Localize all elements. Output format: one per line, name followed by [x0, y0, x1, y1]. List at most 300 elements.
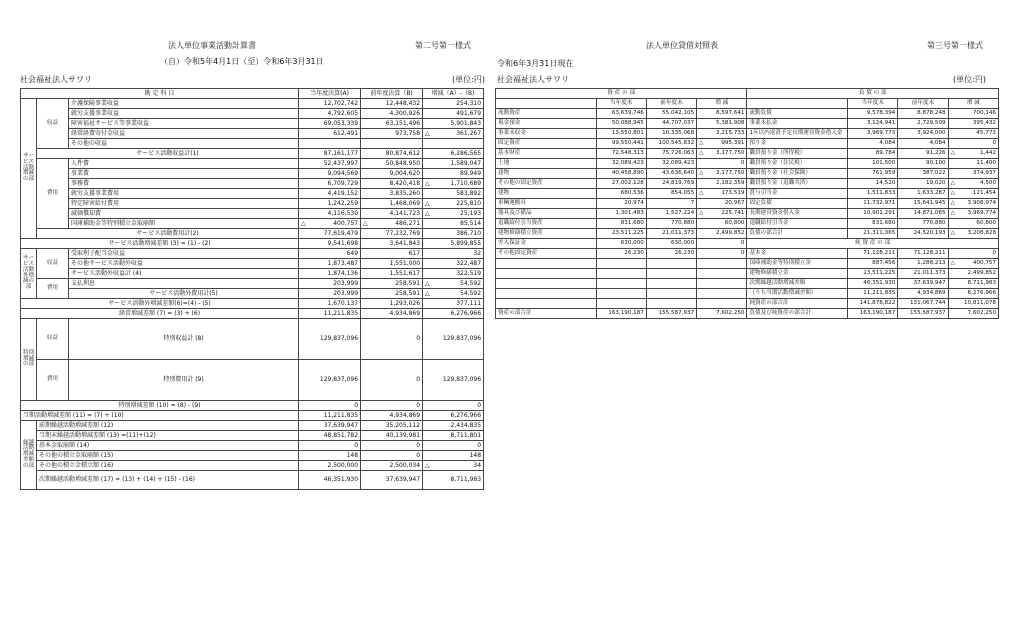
- account-label: 受取利子配当金収益: [69, 249, 299, 259]
- section-special: 特別増減の部: [21, 319, 37, 401]
- change-amount: 0: [697, 159, 747, 169]
- current-year-amount: 1,511,833: [848, 189, 898, 199]
- prior-year-amount: 7: [646, 199, 696, 209]
- liab-net-total-label: 負債及び純資産の部合計: [747, 309, 848, 319]
- table-row: [496, 289, 999, 299]
- amount-value: 225,741: [721, 209, 745, 216]
- change-amount: 0: [697, 239, 747, 249]
- prior-year-amount: 155,587,937: [646, 309, 696, 319]
- liability-label: 固定負債: [747, 199, 848, 209]
- amount-value: 225,810: [456, 199, 482, 207]
- prior-year-amount: 2,500,034: [361, 461, 423, 471]
- current-year-amount: 12,702,742: [299, 99, 361, 109]
- current-year-amount: 11,211,835: [299, 411, 361, 421]
- asset-total-label: 資産の部合計: [496, 309, 597, 319]
- account-label: 経常経費寄付金収益: [69, 129, 299, 139]
- table-row: [21, 431, 484, 441]
- table-row: [21, 209, 484, 219]
- prior-year-amount: 3,641,843: [361, 239, 423, 249]
- blank-cell: [646, 279, 696, 289]
- table-row: [21, 169, 484, 179]
- change-amount: 0: [697, 249, 747, 259]
- change-amount: 1,589,047: [423, 159, 484, 169]
- prior-year-amount: 131,067,744: [898, 299, 948, 309]
- current-year-amount: 761,959: [848, 169, 898, 179]
- change-amount: 6,286,565: [423, 149, 484, 159]
- prior-year-amount: 44,707,037: [646, 119, 696, 129]
- current-year-amount: 630,000: [596, 239, 646, 249]
- assets-header: 資 産 の 部: [496, 89, 747, 99]
- amount-value: 3,177,750: [715, 169, 745, 176]
- table-row: [21, 309, 484, 319]
- org-name-left: 社会福祉法人サワリ: [20, 75, 92, 84]
- liability-label: 次期繰越活動増減差額: [747, 279, 848, 289]
- blank-cell: [496, 289, 597, 299]
- prior-year-amount: 15,641,945: [898, 199, 948, 209]
- negative-mark: △: [950, 229, 955, 236]
- account-label: 減価償却費: [69, 209, 299, 219]
- change-amount: 374,937: [948, 169, 998, 179]
- group-income: 収益: [37, 99, 69, 149]
- group-expense: 費用: [37, 159, 69, 229]
- balance-form-number: 第三号第一様式: [927, 41, 983, 50]
- balance-sheet-table: [495, 88, 999, 319]
- prior-year-amount: 630,000: [646, 239, 696, 249]
- group-income: 収益: [37, 249, 69, 279]
- asset-label: 事業未収金: [496, 129, 597, 139]
- change-amount: 129,837,096: [423, 360, 484, 401]
- amount-value: 400,757: [972, 259, 996, 266]
- subtotal-label: 特別費用計 (9): [69, 360, 299, 401]
- col-header: 当年度末: [848, 99, 898, 109]
- prior-year-amount: 19,020: [898, 179, 948, 189]
- blank-cell: [646, 299, 696, 309]
- liability-label: 職員預り金（退職共済）: [747, 179, 848, 189]
- liability-label: 純資産の部合計: [747, 299, 848, 309]
- current-year-amount: 1,670,137: [299, 299, 361, 309]
- table-row: [496, 189, 999, 199]
- current-year-amount: 3,969,773: [848, 129, 898, 139]
- prior-year-amount: 24,819,769: [646, 179, 696, 189]
- col-header: 当年度末: [596, 99, 646, 109]
- negative-mark: △: [699, 209, 704, 216]
- change-amount: [948, 179, 998, 189]
- table-row: [496, 129, 999, 139]
- prior-year-amount: 973,758: [361, 129, 423, 139]
- negative-mark: △: [699, 139, 704, 146]
- prior-year-amount: 40,139,981: [361, 431, 423, 441]
- current-year-amount: 0: [299, 401, 361, 411]
- change-amount: 11,400: [948, 159, 998, 169]
- change-amount: 6,276,966: [423, 411, 484, 421]
- blank-cell: [697, 299, 747, 309]
- activity-statement-table: [20, 88, 484, 490]
- prior-year-amount: 1,468,069: [361, 199, 423, 209]
- negative-mark: △: [425, 199, 430, 207]
- table-row: [496, 259, 999, 269]
- amount-value: 4,500: [979, 179, 996, 186]
- current-year-amount: 23,511,225: [596, 229, 646, 239]
- change-amount: 45,773: [948, 129, 998, 139]
- change-amount: [423, 289, 484, 299]
- prior-year-amount: 12,448,432: [361, 99, 423, 109]
- prior-year-amount: 0: [361, 360, 423, 401]
- blank-cell: [596, 279, 646, 289]
- negative-mark: △: [699, 189, 704, 196]
- prior-year-amount: 26,230: [646, 249, 696, 259]
- current-year-amount: 69,053,339: [299, 119, 361, 129]
- current-year-amount: 649: [299, 249, 361, 259]
- prior-year-amount: 43,636,640: [646, 169, 696, 179]
- change-amount: [423, 209, 484, 219]
- table-row: [496, 269, 999, 279]
- amount-value: 486,271: [395, 219, 421, 227]
- table-row: [496, 229, 999, 239]
- negative-mark: △: [363, 219, 368, 227]
- current-year-amount: 89,784: [848, 149, 898, 159]
- current-year-amount: 1,874,136: [299, 269, 361, 279]
- asset-label: 差入保証金: [496, 239, 597, 249]
- amount-value: 3,208,828: [967, 229, 996, 236]
- table-row: [496, 279, 999, 289]
- account-label: 前期繰越活動増減差額 (12): [37, 421, 299, 431]
- current-year-amount: 3,124,941: [848, 119, 898, 129]
- change-amount: 0: [948, 249, 998, 259]
- liability-label: 職員預り金（社会保険）: [747, 169, 848, 179]
- amount-value: 121,454: [972, 189, 996, 196]
- negative-mark: △: [425, 209, 430, 217]
- table-row: [21, 401, 484, 411]
- prior-year-amount: [361, 219, 423, 229]
- table-row: [496, 309, 999, 319]
- change-amount: [697, 189, 747, 199]
- blank-cell: [596, 289, 646, 299]
- amount-value: 361,267: [456, 129, 482, 137]
- current-year-amount: 4,116,530: [299, 209, 361, 219]
- change-amount: 129,837,096: [423, 319, 484, 360]
- current-year-amount: 23,511,225: [848, 269, 898, 279]
- table-row: [496, 179, 999, 189]
- table-row: [21, 159, 484, 169]
- header-change: 増減（A）-（B): [423, 89, 484, 99]
- table-row: [496, 209, 999, 219]
- difference-label: サービス活動増減差額 (3) = (1) - (2): [21, 239, 299, 249]
- prior-year-amount: 50,848,950: [361, 159, 423, 169]
- col-header: 増 減: [697, 99, 747, 109]
- change-amount: [423, 461, 484, 471]
- org-name-right: 社会福祉法人サワリ: [497, 75, 569, 84]
- amount-value: 25,193: [460, 209, 482, 217]
- negative-mark: △: [699, 149, 704, 156]
- current-year-amount: 2,500,000: [299, 461, 361, 471]
- change-amount: [423, 199, 484, 209]
- change-amount: 377,111: [423, 299, 484, 309]
- blank-cell: [697, 259, 747, 269]
- table-row: [21, 199, 484, 209]
- prior-year-amount: 3,835,260: [361, 189, 423, 199]
- group-expense: 費用: [37, 360, 69, 401]
- account-label: 国庫補助金等特別積立金取崩額: [69, 219, 299, 229]
- blank-cell: [747, 99, 848, 109]
- prior-year-amount: 617: [361, 249, 423, 259]
- current-year-amount: 46,351,930: [299, 471, 361, 490]
- header-prior: 前年度決算（B): [361, 89, 423, 99]
- section-service: サービス活動増減の部: [21, 99, 37, 239]
- current-year-amount: [299, 139, 361, 149]
- prior-year-amount: 21,011,373: [898, 269, 948, 279]
- table-row: [496, 299, 999, 309]
- table-row: [21, 129, 484, 139]
- change-amount: [423, 179, 484, 189]
- prior-year-amount: 258,591: [361, 289, 423, 299]
- negative-mark: △: [425, 279, 430, 287]
- negative-mark: △: [425, 179, 430, 187]
- table-row: [496, 219, 999, 229]
- change-amount: 386,710: [423, 229, 484, 239]
- current-year-amount: 9,541,698: [299, 239, 361, 249]
- prior-year-amount: 4,300,926: [361, 109, 423, 119]
- header-account: 勘 定 科 目: [21, 89, 299, 99]
- group-income: 収益: [37, 319, 69, 360]
- change-amount: 20,967: [697, 199, 747, 209]
- table-row: [21, 441, 484, 451]
- change-amount: 0: [948, 139, 998, 149]
- change-amount: [423, 279, 484, 289]
- change-amount: 2,434,835: [423, 421, 484, 431]
- prior-year-amount: 0: [361, 319, 423, 360]
- prior-year-amount: 55,042,105: [646, 109, 696, 119]
- liability-label: 国庫補助金等特別積立金: [747, 259, 848, 269]
- account-label: 次期繰越活動増減差額 (17) = (13) + (14) + (15) - (16): [37, 471, 299, 490]
- current-year-amount: 20,974: [596, 199, 646, 209]
- prior-year-amount: 4,934,869: [361, 411, 423, 421]
- account-label: 就労支援事業収益: [69, 109, 299, 119]
- table-row: [21, 319, 484, 360]
- prior-year-amount: 4,141,723: [361, 209, 423, 219]
- prior-year-amount: 71,128,211: [898, 249, 948, 259]
- blank-cell: [496, 259, 597, 269]
- liability-label: 職員預り金（住民税）: [747, 159, 848, 169]
- current-year-amount: 99,550,441: [596, 139, 646, 149]
- current-year-amount: 71,128,211: [848, 249, 898, 259]
- table-row: [21, 139, 484, 149]
- liability-label: 基本金: [747, 249, 848, 259]
- current-year-amount: 203,999: [299, 289, 361, 299]
- negative-mark: △: [425, 129, 430, 137]
- current-year-amount: 4,792,605: [299, 109, 361, 119]
- change-amount: 8,711,983: [948, 279, 998, 289]
- asset-label: 固定資産: [496, 139, 597, 149]
- current-year-amount: 87,161,177: [299, 149, 361, 159]
- liability-label: 流動負債: [747, 109, 848, 119]
- change-amount: 5,899,855: [423, 239, 484, 249]
- table-row: [496, 239, 999, 249]
- change-amount: 395,432: [948, 119, 998, 129]
- current-year-amount: 612,491: [299, 129, 361, 139]
- change-amount: [948, 149, 998, 159]
- current-year-amount: 72,548,313: [596, 149, 646, 159]
- current-year-amount: 37,639,947: [299, 421, 361, 431]
- prior-year-amount: 1,551,000: [361, 259, 423, 269]
- current-year-amount: 0: [299, 441, 361, 451]
- table-row: [21, 451, 484, 461]
- current-year-amount: 13,550,801: [596, 129, 646, 139]
- account-label: 当期末繰越活動増減差額 (13) =(11)+(12): [37, 431, 299, 441]
- asset-label: 建物: [496, 169, 597, 179]
- col-header: 増 減: [948, 99, 998, 109]
- change-amount: [697, 139, 747, 149]
- change-amount: [948, 209, 998, 219]
- amount-value: 34: [473, 461, 482, 469]
- blank-cell: [646, 289, 696, 299]
- subtotal-label: サービス活動収益計(1): [37, 149, 299, 159]
- asset-label: 器具及び備品: [496, 209, 597, 219]
- change-amount: 10,811,078: [948, 299, 998, 309]
- prior-year-amount: 854,055: [646, 189, 696, 199]
- table-row: [21, 471, 484, 490]
- table-row: [496, 139, 999, 149]
- prior-year-amount: 258,591: [361, 279, 423, 289]
- liability-label: 1年以内返済予定長期運営資金借入金: [747, 129, 848, 139]
- section-nonservice: サービス活動外増減の部: [21, 249, 37, 299]
- subtotal-label: サービス活動費用計(2): [37, 229, 299, 239]
- change-amount: 8,711,983: [423, 471, 484, 490]
- negative-mark: △: [425, 461, 430, 469]
- account-label: その他サービス活動外収益: [69, 259, 299, 269]
- prior-year-amount: 32,089,423: [646, 159, 696, 169]
- blank-cell: [496, 299, 597, 309]
- prior-year-amount: 155,587,937: [898, 309, 948, 319]
- change-amount: 7,602,250: [697, 309, 747, 319]
- change-amount: 8,597,641: [697, 109, 747, 119]
- current-year-amount: 14,520: [848, 179, 898, 189]
- fiscal-period: （自）令和5年4月1日（至）令和6年3月31日: [160, 57, 324, 66]
- change-amount: 322,487: [423, 259, 484, 269]
- asset-label: 退職給付引当資産: [496, 219, 597, 229]
- account-label: 介護保険事業収益: [69, 99, 299, 109]
- blank-cell: [697, 279, 747, 289]
- current-year-amount: 203,999: [299, 279, 361, 289]
- net-assets-header: 純 資 産 の 部: [747, 239, 999, 249]
- difference-label: 特別増減差額 (10) = (8) - (9): [21, 401, 299, 411]
- current-year-amount: 27,002,128: [596, 179, 646, 189]
- change-amount: [948, 259, 998, 269]
- change-amount: 2,499,852: [697, 229, 747, 239]
- blank-cell: [496, 99, 597, 109]
- current-year-amount: 129,837,096: [299, 360, 361, 401]
- table-row: [21, 259, 484, 269]
- change-amount: 2,499,852: [948, 269, 998, 279]
- current-year-amount: 26,230: [596, 249, 646, 259]
- change-amount: 0: [423, 441, 484, 451]
- prior-year-amount: 0: [361, 451, 423, 461]
- asset-label: その他固定資産: [496, 249, 597, 259]
- liability-label: （うち当期活動増減差額）: [747, 289, 848, 299]
- change-amount: 7,602,250: [948, 309, 998, 319]
- current-year-amount: 63,639,746: [596, 109, 646, 119]
- current-year-amount: 11,211,835: [299, 309, 361, 319]
- asset-label: 土地: [496, 159, 597, 169]
- current-year-amount: 163,190,187: [848, 309, 898, 319]
- amount-value: 995,391: [721, 139, 745, 146]
- table-row: [496, 169, 999, 179]
- account-label: 事業費: [69, 169, 299, 179]
- current-year-amount: 52,437,997: [299, 159, 361, 169]
- table-row: [21, 219, 484, 229]
- group-expense: 費用: [37, 279, 69, 299]
- current-year-amount: 77,619,479: [299, 229, 361, 239]
- asset-label: 建物: [496, 189, 597, 199]
- change-amount: [697, 149, 747, 159]
- account-label: その他の積立金取崩額 (15): [37, 451, 299, 461]
- liability-label: 建物修繕積立金: [747, 269, 848, 279]
- change-amount: 491,679: [423, 109, 484, 119]
- table-row: [21, 189, 484, 199]
- change-amount: [697, 169, 747, 179]
- prior-year-amount: 21,011,373: [646, 229, 696, 239]
- table-row: [496, 99, 999, 109]
- negative-mark: △: [950, 149, 955, 156]
- current-year-amount: 831,680: [596, 219, 646, 229]
- table-row: [496, 109, 999, 119]
- blank-cell: [496, 279, 597, 289]
- current-year-amount: 4,084: [848, 139, 898, 149]
- blank-cell: [697, 289, 747, 299]
- current-year-amount: 50,088,945: [596, 119, 646, 129]
- asset-label: 流動資産: [496, 109, 597, 119]
- current-year-amount: 11,732,971: [848, 199, 898, 209]
- current-year-amount: 831,680: [848, 219, 898, 229]
- col-header: 前年度末: [898, 99, 948, 109]
- current-year-amount: 10,901,291: [848, 209, 898, 219]
- account-label: 障害福祉サービス等事業収益: [69, 119, 299, 129]
- change-amount: 583,892: [423, 189, 484, 199]
- current-year-amount: 9,094,569: [299, 169, 361, 179]
- unit-left: (単位:円): [452, 75, 485, 84]
- asset-label: 車輌運搬具: [496, 199, 597, 209]
- prior-year-amount: 90,100: [898, 159, 948, 169]
- current-year-amount: 48,851,782: [299, 431, 361, 441]
- prior-year-amount: 9,004,620: [361, 169, 423, 179]
- prior-year-amount: 1,293,026: [361, 299, 423, 309]
- current-year-amount: 148: [299, 451, 361, 461]
- prior-year-amount: 4,934,869: [898, 289, 948, 299]
- change-amount: [423, 129, 484, 139]
- prior-year-amount: 0: [361, 441, 423, 451]
- change-amount: 3,215,733: [697, 129, 747, 139]
- amount-value: 1,442: [979, 149, 996, 156]
- difference-label: 経常増減差額 (7) = (3) + (6): [21, 309, 299, 319]
- prior-year-amount: 24,520,193: [898, 229, 948, 239]
- change-amount: 2,182,359: [697, 179, 747, 189]
- amount-value: 54,592: [460, 289, 482, 297]
- account-label: 就労支援事業費用: [69, 189, 299, 199]
- amount-value: 3,177,750: [715, 149, 745, 156]
- current-year-amount: 46,351,930: [848, 279, 898, 289]
- prior-year-amount: 4,084: [898, 139, 948, 149]
- prior-year-amount: 10,335,068: [646, 129, 696, 139]
- table-row: [496, 149, 999, 159]
- table-row: [496, 249, 999, 259]
- change-amount: 89,949: [423, 169, 484, 179]
- table-row: [21, 299, 484, 309]
- prior-year-amount: 77,232,769: [361, 229, 423, 239]
- blank-cell: [596, 259, 646, 269]
- liability-label: 負債の部合計: [747, 229, 848, 239]
- account-label: 支払利息: [69, 279, 299, 289]
- asset-label: 建物修繕積立資産: [496, 229, 597, 239]
- account-label: 特定障害給付費用: [69, 199, 299, 209]
